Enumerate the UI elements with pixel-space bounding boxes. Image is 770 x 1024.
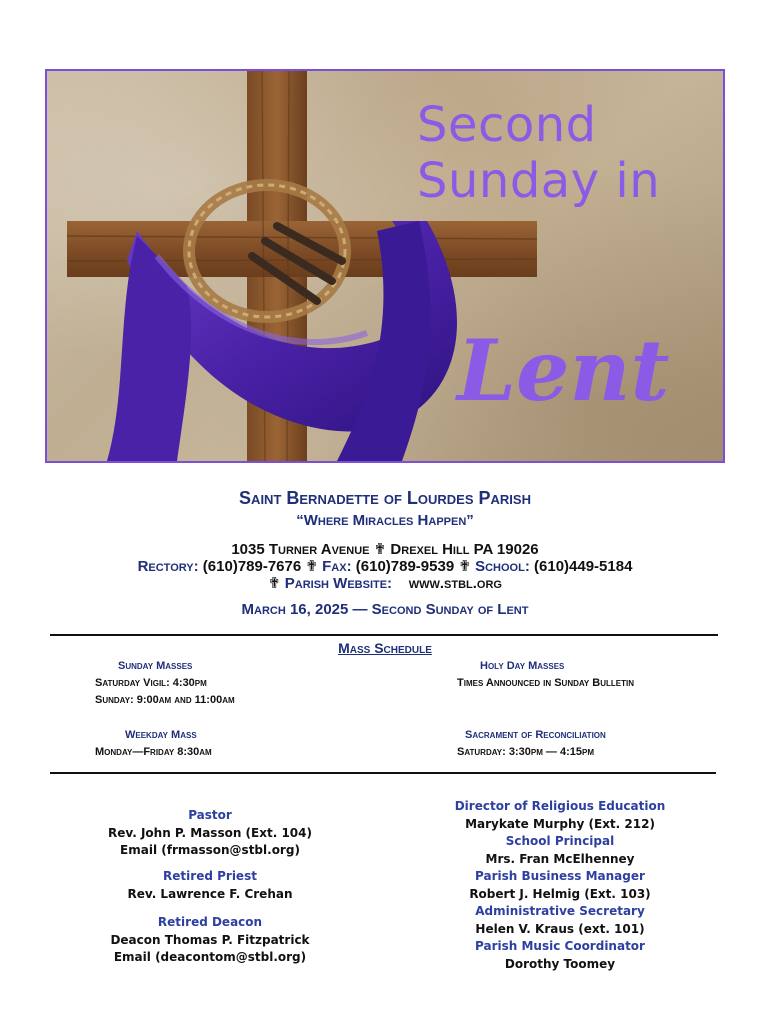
- holy-day-line1: Times Announced in Sunday Bulletin: [457, 677, 635, 689]
- hero-image: [45, 69, 725, 463]
- cross-icon: ✟: [305, 558, 318, 575]
- street-address: 1035 Turner Avenue: [231, 541, 370, 558]
- staff-email[interactable]: Email (frmasson@stbl.org): [120, 843, 300, 857]
- staff-line: Deacon Thomas P. Fitzpatrick: [110, 933, 310, 947]
- staff-name: Mrs. Fran McElhenney: [485, 852, 635, 866]
- mass-schedule-title: Mass Schedule: [338, 640, 432, 656]
- staff-role: Retired Deacon: [157, 915, 263, 929]
- staff-role: Retired Priest: [163, 869, 257, 883]
- staff-name: Helen V. Kraus (ext. 101): [475, 922, 645, 936]
- parish-motto: “Where Miracles Happen”: [296, 512, 474, 529]
- weekday-mass-line1: Monday—Friday 8:30am: [95, 746, 212, 758]
- weekday-mass-label: Weekday Mass: [125, 729, 197, 741]
- sunday-masses-label: Sunday Masses: [118, 660, 193, 672]
- staff-name: Marykate Murphy (Ext. 212): [465, 817, 655, 831]
- staff-line: Rev. John P. Masson (Ext. 104): [108, 826, 312, 840]
- staff-role: Director of Religious Education: [454, 799, 666, 813]
- staff-role: Parish Business Manager: [475, 869, 645, 883]
- rectory-phone: (610)789-7676: [202, 558, 302, 575]
- holy-day-label: Holy Day Masses: [480, 660, 565, 672]
- hero-title-lent: Lent: [457, 321, 670, 420]
- cross-icon: ✟: [373, 541, 387, 558]
- staff-role: School Principal: [505, 834, 615, 848]
- hero-title-line2: Sunday in: [417, 153, 661, 209]
- parish-address-line: [0, 540, 770, 558]
- cross-icon: ✟: [458, 558, 471, 575]
- staff-right-column: [430, 798, 690, 973]
- cross-icon: ✟: [268, 575, 281, 592]
- staff-name: Dorothy Toomey: [504, 957, 616, 971]
- divider: [50, 772, 716, 774]
- reconciliation-line1: Saturday: 3:30pm — 4:15pm: [457, 746, 594, 758]
- divider: [50, 634, 718, 636]
- staff-left-column: [90, 808, 330, 966]
- staff-role: Pastor: [188, 808, 232, 822]
- fax-phone: (610)789-9539: [355, 558, 455, 575]
- website-link[interactable]: www.stbl.org: [408, 575, 502, 592]
- staff-line: Rev. Lawrence F. Crehan: [127, 887, 293, 901]
- rectory-label: Rectory:: [137, 558, 199, 575]
- hero-title: [417, 97, 717, 209]
- parish-phones-line: [0, 557, 770, 575]
- hero-title-line1: Second: [417, 97, 597, 153]
- bulletin-date: March 16, 2025 — Second Sunday of Lent: [241, 601, 529, 618]
- school-phone: (610)449-5184: [534, 558, 633, 575]
- staff-email[interactable]: Email (deacontom@stbl.org): [113, 950, 307, 964]
- staff-role: Administrative Secretary: [475, 904, 645, 918]
- parish-name: Saint Bernadette of Lourdes Parish: [239, 488, 531, 508]
- staff-role: Parish Music Coordinator: [475, 939, 645, 953]
- parish-website-line: [0, 574, 770, 592]
- staff-name: Robert J. Helmig (Ext. 103): [469, 887, 651, 901]
- website-label: Parish Website:: [284, 575, 393, 592]
- sunday-masses-line1: Saturday Vigil: 4:30pm: [95, 677, 207, 689]
- reconciliation-label: Sacrament of Reconciliation: [465, 729, 606, 741]
- sunday-masses-line2: Sunday: 9:00am and 11:00am: [95, 694, 235, 706]
- city-address: Drexel Hill PA 19026: [390, 541, 539, 558]
- fax-label: Fax:: [322, 558, 352, 575]
- school-label: School:: [475, 558, 530, 575]
